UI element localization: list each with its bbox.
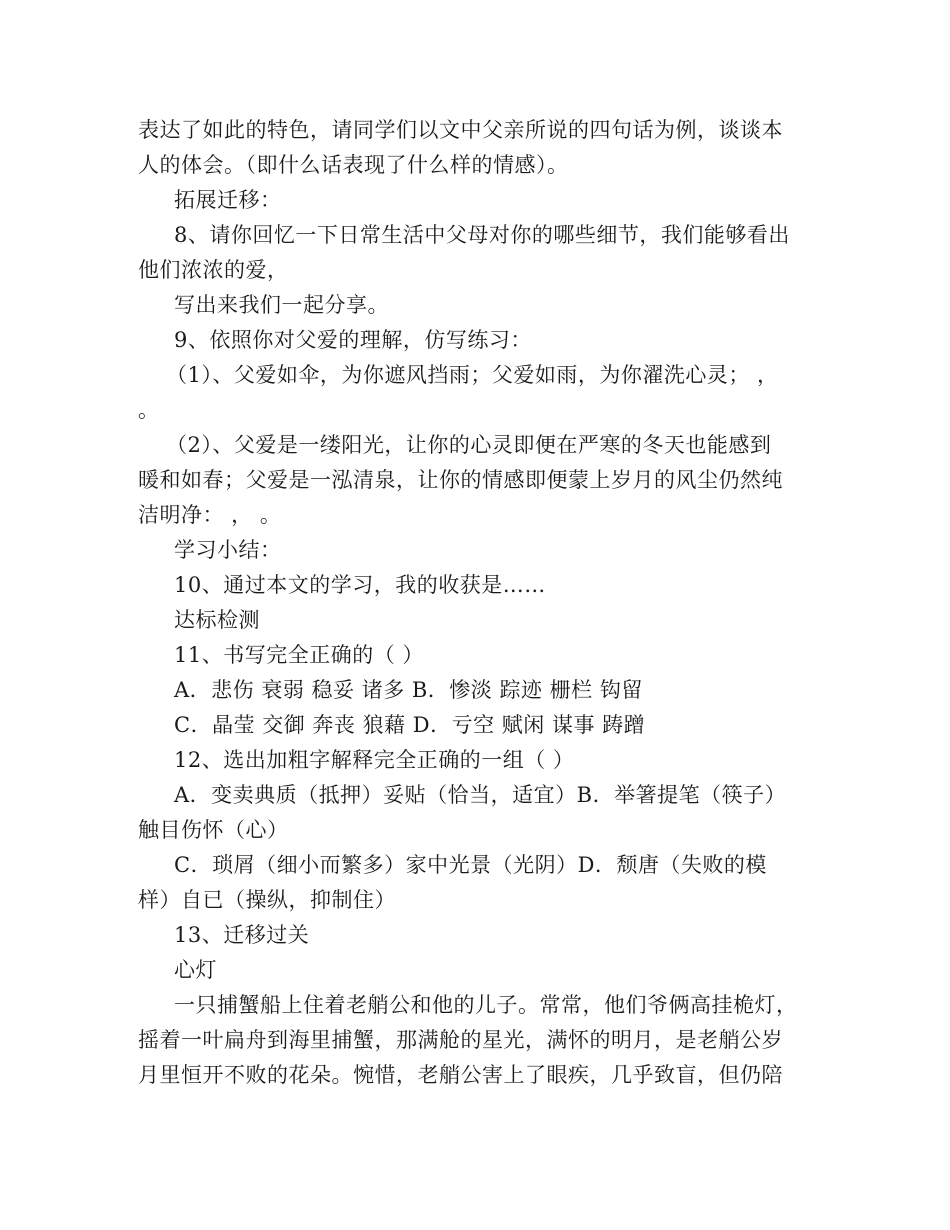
- text-line: 样）自已（操纵，抑制住）: [138, 888, 396, 912]
- text-line: C．晶莹 交御 奔丧 狼藉 D．亏空 赋闲 谋事 踌蹭: [174, 713, 646, 737]
- text-line: 学习小结：: [174, 538, 282, 562]
- text-line: 拓展迁移：: [174, 188, 282, 212]
- text-line: 9、依照你对父爱的理解，仿写练习：: [174, 328, 532, 352]
- text-line: C．琐屑（细小而繁多）家中光景（光阴）D．颓唐（失败的模: [174, 853, 767, 877]
- text-line: 心灯: [174, 958, 217, 982]
- text-line: 摇着一叶扁舟到海里捕蟹，那满舱的星光，满怀的明月，是老艄公岁: [138, 1028, 783, 1052]
- text-line: 8、请你回忆一下日常生活中父母对你的哪些细节，我们能够看出: [174, 223, 790, 247]
- text-line: 洁明净： ， 。: [138, 503, 282, 527]
- text-line: 暖和如春；父爱是一泓清泉，让你的情感即便蒙上岁月的风尘仍然纯: [138, 468, 783, 492]
- text-line: A．悲伤 衰弱 稳妥 诸多 B．惨淡 踪迹 栅栏 钩留: [174, 678, 643, 702]
- text-line: （1）、父爱如伞，为你遮风挡雨；父爱如雨，为你濯洗心灵； ，: [166, 363, 779, 387]
- text-line: 13、迁移过关: [174, 923, 310, 947]
- text-line: （2）、父爱是一缕阳光，让你的心灵即便在严寒的冬天也能感到: [166, 433, 772, 457]
- text-line: 写出来我们一起分享。: [174, 293, 389, 317]
- text-line: A．变卖典质（抵押）妥贴（恰当，适宜）B．举箸提笔（筷子）: [174, 783, 787, 807]
- text-line: 达标检测: [174, 608, 260, 632]
- text-line: 人的体会。（即什么话表现了什么样的情感）。: [138, 153, 569, 177]
- text-line: 。: [138, 398, 160, 422]
- text-line: 触目伤怀（心）: [138, 818, 289, 842]
- text-line: 月里恒开不败的花朵。惋惜，老艄公害上了眼疾，几乎致盲，但仍陪: [138, 1063, 783, 1087]
- text-line: 10、通过本文的学习，我的收获是……: [174, 573, 546, 597]
- text-line: 表达了如此的特色，请同学们以文中父亲所说的四句话为例，谈谈本: [138, 118, 783, 142]
- text-line: 他们浓浓的爱，: [138, 258, 289, 282]
- document-body: [138, 113, 828, 1093]
- text-line: 11、书写完全正确的（ ）: [174, 643, 424, 667]
- text-line: 一只捕蟹船上住着老艄公和他的儿子。常常，他们爷俩高挂桅灯，: [174, 993, 798, 1017]
- text-line: 12、选出加粗字解释完全正确的一组（ ）: [174, 748, 575, 772]
